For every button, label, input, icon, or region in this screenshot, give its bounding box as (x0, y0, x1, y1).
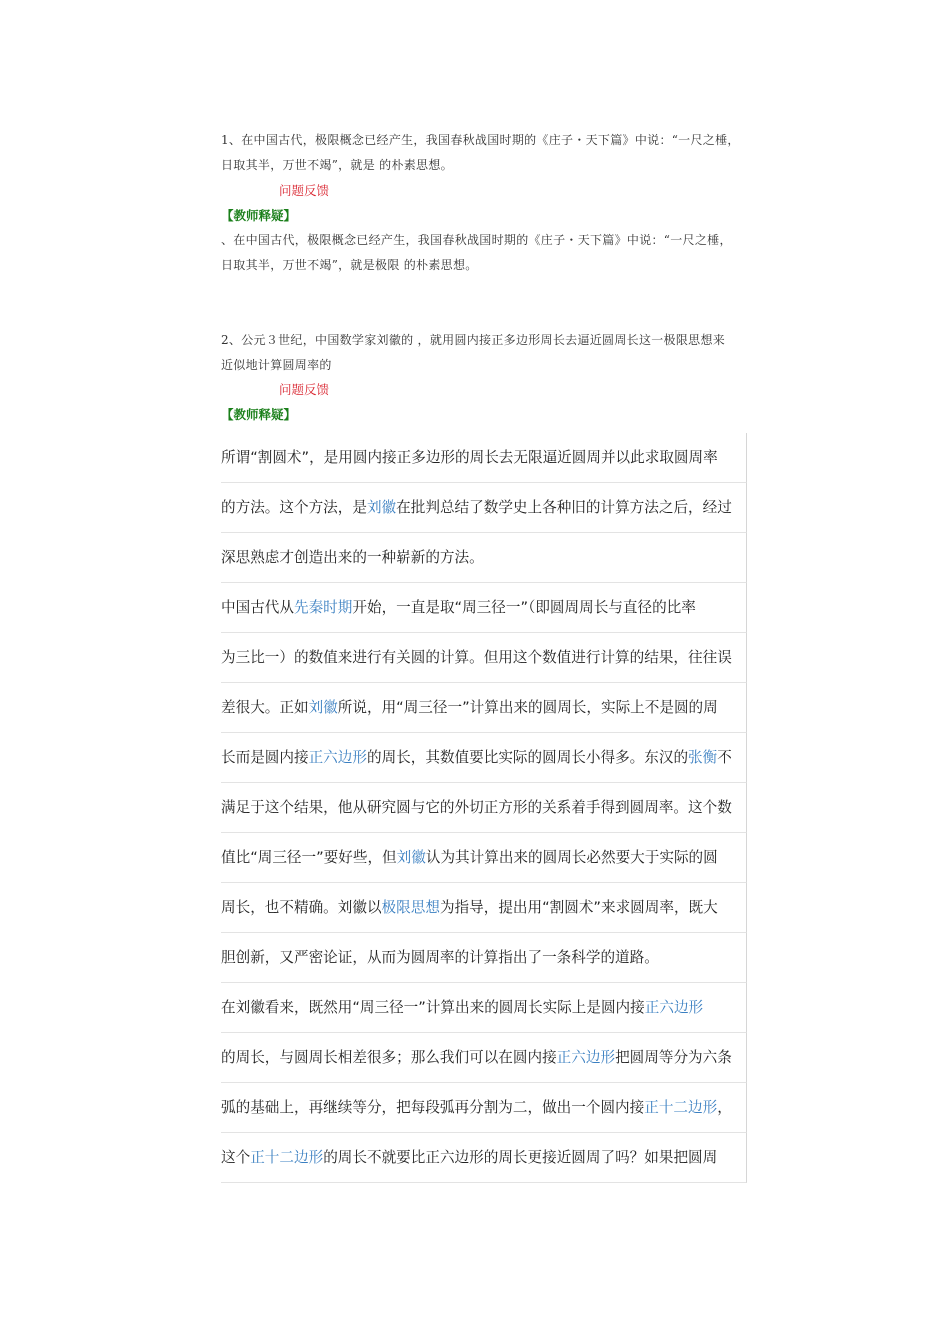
explanation-text: 在批判总结了数学史上各种旧的计算方法之后，经过 (396, 499, 732, 516)
explanation-text: 周长，也不精确。刘徽以 (221, 899, 382, 916)
explanation-text: ， (717, 1099, 732, 1116)
explanation-text: 的周长不就要比正六边形的周长更接近圆周了吗？如果把圆周 (323, 1149, 718, 1166)
term-link[interactable]: 正十二边形 (644, 1099, 718, 1116)
answer-1-line-2: 日取其半，万世不竭”，就是极限 的朴素思想。 (221, 258, 478, 272)
explanation-line (221, 1096, 761, 1120)
explanation-line (221, 596, 761, 620)
explanation-text: 把圆周等分为六条 (615, 1049, 732, 1066)
explanation-text: 满足于这个结果，他从研究圆与它的外切正方形的关系着手得到圆周率。这个数 (221, 799, 732, 816)
explanation-text: 值比“周三径一”要好些，但 (221, 849, 397, 866)
question-1-line-2: 日取其半，万世不竭”，就是 的朴素思想。 (221, 158, 453, 172)
explanation-text: 所说，用“周三径一”计算出来的圆周长，实际上不是圆的周 (337, 699, 718, 716)
explanation-line (221, 1046, 761, 1070)
question-1-line-1: 1、在中国古代，极限概念已经产生，我国春秋战国时期的《庄子・天下篇》中说：“一尺之棰， (221, 133, 740, 147)
explanation-text: 中国古代从 (221, 599, 294, 616)
answer-1 (221, 228, 753, 278)
explanation-text: 认为其计算出来的圆周长必然要大于实际的圆 (425, 849, 718, 866)
explanation-text: 深思熟虑才创造出来的一种崭新的方法。 (221, 549, 484, 566)
explanation-line (221, 446, 761, 470)
explanation-text: 弧的基础上，再继续等分，把每段弧再分割为二，做出一个圆内接 (221, 1099, 645, 1116)
explanation-text: 为三比一）的数值来进行有关圆的计算。但用这个数值进行计算的结果，往往误 (221, 649, 732, 666)
explanation-text: 开始，一直是取“周三径一”（即圆周周长与直径的比率 (352, 599, 696, 616)
explanation-line (221, 796, 761, 820)
question-1 (221, 128, 753, 178)
term-link[interactable]: 正六边形 (644, 999, 704, 1016)
term-link[interactable]: 正六边形 (308, 749, 367, 766)
question-2-line-1: 2、公元３世纪，中国数学家刘徽的 ，就用圆内接正多边形周长去逼近圆周长这一极限思想来 (221, 333, 726, 347)
explanation-line (221, 546, 761, 570)
explanation-text: 胆创新，又严密论证，从而为圆周率的计算指出了一条科学的道路。 (221, 949, 659, 966)
term-link[interactable]: 正六边形 (556, 1049, 616, 1066)
term-link[interactable]: 先秦时期 (293, 599, 353, 616)
term-link[interactable]: 刘徽 (396, 849, 426, 866)
question-2-line-2: 近似地计算圆周率的 (221, 358, 332, 372)
explanation-text: 不 (717, 749, 732, 766)
answer-1-line-1: 、在中国古代，极限概念已经产生，我国春秋战国时期的《庄子・天下篇》中说：“一尺之棰， (221, 233, 732, 247)
term-link[interactable]: 张衡 (688, 749, 718, 766)
explanation-line (221, 696, 761, 720)
explanation-text: 在刘徽看来，既然用“周三径一”计算出来的圆周长实际上是圆内接 (221, 999, 645, 1016)
explanation-line (221, 646, 761, 670)
explanation-line (221, 1146, 761, 1170)
explanation-text: 为指导，提出用“割圆术”来求圆周率，既大 (439, 899, 718, 916)
explanation-line (221, 996, 761, 1020)
explanation-text: 所谓“割圆术”，是用圆内接正多边形的周长去无限逼近圆周并以此求取圆周率 (221, 449, 718, 466)
term-link[interactable]: 极限思想 (381, 899, 440, 916)
feedback-link-2[interactable]: 问题反馈 (279, 382, 330, 397)
explanation-text: 的周长，与圆周长相差很多；那么我们可以在圆内接 (221, 1049, 557, 1066)
explanation-line (221, 846, 761, 870)
explanation-line (221, 946, 761, 970)
question-2 (221, 328, 753, 378)
teacher-explanation-label-1: 【教师释疑】 (221, 208, 297, 223)
explanation-text: 长而是圆内接 (221, 749, 309, 766)
term-link[interactable]: 正十二边形 (250, 1149, 324, 1166)
term-link[interactable]: 刘徽 (308, 699, 338, 716)
explanation-text: 这个 (221, 1149, 251, 1166)
explanation-text: 差很大。正如 (221, 699, 309, 716)
explanation-text: 的方法。这个方法，是 (221, 499, 367, 516)
teacher-explanation-label-2: 【教师释疑】 (221, 407, 297, 422)
explanation-line (221, 896, 761, 920)
feedback-link-1[interactable]: 问题反馈 (279, 183, 330, 198)
explanation-text: 的周长，其数值要比实际的圆周长小得多。东汉的 (366, 749, 689, 766)
explanation-line (221, 746, 761, 770)
term-link[interactable]: 刘徽 (366, 499, 397, 516)
explanation-line (221, 496, 761, 520)
